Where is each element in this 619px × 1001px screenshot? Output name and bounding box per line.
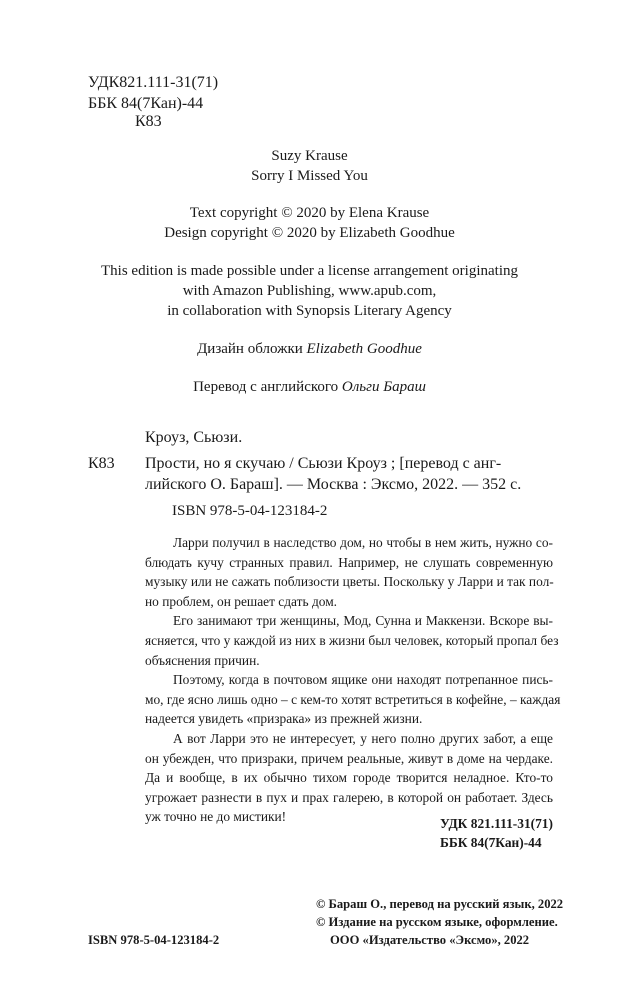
annotation-line: блюдать кучу странных правил. Например, не слушать современную (145, 554, 553, 570)
license-line-1: This edition is made possible under a license arrangement originating (101, 263, 518, 279)
original-author: Suzy Krause (271, 148, 348, 164)
bbk-code: ББК 84(7Кан)-44 (88, 95, 204, 112)
annotation-paragraph (145, 611, 559, 670)
biblio-line-1: Прости, но я скучаю / Сьюзи Кроуз ; [перевод с анг- (145, 455, 502, 472)
text-copyright: Text copyright © 2020 by Elena Krause (189, 205, 430, 221)
footer-bbk: ББК 84(7Кан)-44 (440, 835, 542, 850)
translation-credit (0, 379, 619, 396)
rights-line-2: © Издание на русском языке, оформление. (316, 915, 558, 929)
design-copyright: Design copyright © 2020 by Elizabeth Goodhue (164, 225, 455, 241)
annotation-line: надеется увидеть «призрака» из прежней жизни. (145, 711, 423, 727)
license-line-3: in collaboration with Synopsis Literary Agency (167, 303, 452, 319)
cover-design-credit (0, 341, 619, 358)
annotation-line: объяснения причин. (145, 652, 260, 668)
rights-isbn: ISBN 978-5-04-123184-2 (88, 933, 220, 947)
biblio-mark: К83 (88, 455, 115, 472)
annotation-line: угрожает разнести в пух и прах галерею, в которой он работает. Здесь (145, 789, 553, 805)
annotation-line: он убежден, что призраки, причем реальные, живут в доме на чердаке. (145, 750, 553, 766)
annotation (145, 533, 561, 827)
annotation-line: Его занимают три женщины, Мод, Сунна и Маккензи. Вскоре вы- (173, 613, 553, 629)
translator-name: Ольги Бараш (341, 379, 426, 395)
translation-label: Перевод с английского (193, 379, 339, 395)
rights-line-1: © Бараш О., перевод на русский язык, 2022 (316, 897, 564, 911)
rights-line-3: ООО «Издательство «Эксмо», 2022 (330, 933, 530, 947)
annotation-line: А вот Ларри это не интересует, у него полно других забот, а еще (173, 730, 553, 746)
annotation-paragraph (145, 670, 561, 729)
biblio-heading: Кроуз, Сьюзи. (145, 429, 243, 446)
annotation-line: ясняется, что у каждой из них в жизни был человек, который пропал без (145, 632, 559, 648)
annotation-line: Да и вообще, в их обычно тихом городе творится неладное. Кто-то (145, 770, 553, 786)
author-mark: К83 (135, 113, 162, 130)
annotation-line: но проблем, он решает сдать дом. (145, 593, 338, 609)
annotation-line: Ларри получил в наследство дом, но чтобы в нем жить, нужно со- (173, 535, 553, 550)
footer-udk: УДК 821.111-31(71) (440, 816, 553, 831)
license-line-2: with Amazon Publishing, www.apub.com, (182, 283, 437, 299)
annotation-line: мо, где ясно лишь одно – с кем-то хотят встретиться в кофейне, – каждая (145, 691, 561, 707)
udk-code: УДК821.111-31(71) (88, 74, 219, 91)
annotation-paragraph (145, 533, 553, 611)
annotation-paragraph (145, 729, 553, 827)
original-title: Sorry I Missed You (251, 168, 368, 184)
annotation-line: Поэтому, когда в почтовом ящике они находят потрепанное пись- (173, 672, 553, 688)
biblio-isbn: ISBN 978-5-04-123184-2 (172, 503, 328, 519)
annotation-line: музыку или не сажать поблизости цветы. Поскольку у Ларри и так пол- (145, 574, 554, 590)
cover-designer: Elizabeth Goodhue (306, 341, 422, 357)
cover-design-label: Дизайн обложки (197, 341, 303, 357)
annotation-line: уж точно не до мистики! (145, 809, 287, 825)
biblio-line-2: лийского О. Бараш]. — Москва : Эксмо, 2022. — 352 с. (145, 476, 522, 493)
